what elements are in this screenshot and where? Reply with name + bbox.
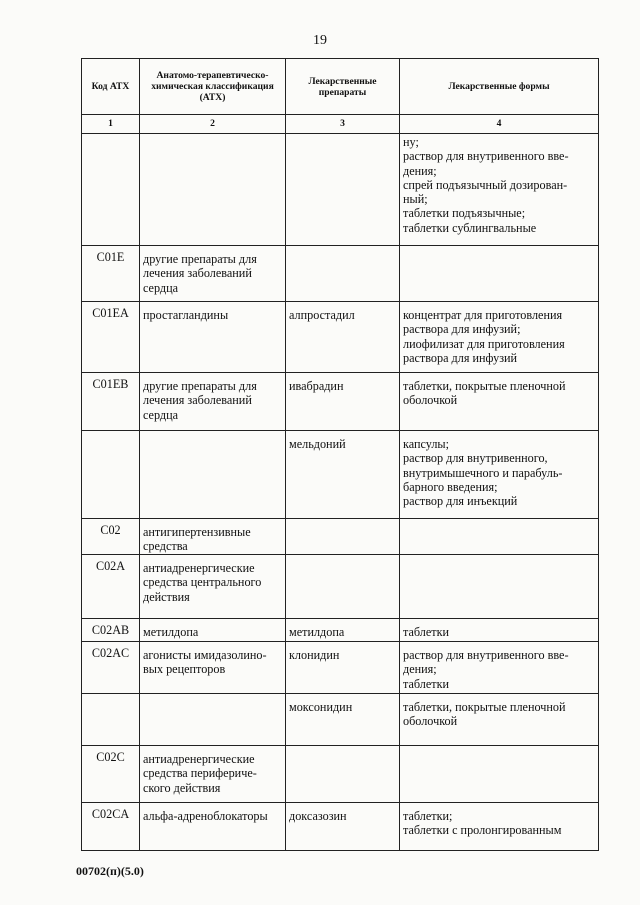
drug-cell: моксонидин	[286, 694, 400, 746]
dosage-forms-cell	[400, 519, 599, 555]
dosage-forms-cell	[400, 431, 599, 519]
dosage-forms-cell	[400, 642, 599, 694]
dosage-form-line: таблетки	[403, 625, 450, 639]
drug-cell	[286, 134, 400, 246]
atc-code-cell: C01EB	[82, 373, 140, 431]
atc-code-cell: C02A	[82, 555, 140, 619]
dosage-forms-cell	[400, 803, 599, 851]
dosage-forms-cell	[400, 619, 599, 642]
atc-classification-line: действия	[143, 589, 190, 604]
drug-cell: метилдопа	[286, 619, 400, 642]
dosage-form-line: раствора для инфузий	[403, 350, 518, 365]
table-header-row	[82, 59, 599, 115]
table-row	[82, 803, 599, 851]
column-number: 4	[400, 115, 599, 134]
drug-cell	[286, 519, 400, 555]
column-number: 2	[140, 115, 286, 134]
atc-classification-line: средства перифериче-	[143, 766, 257, 781]
atc-classification-cell	[140, 746, 286, 803]
table-row	[82, 373, 599, 431]
atc-classification-line: альфа-адреноблокаторы	[143, 809, 268, 823]
dosage-forms-cell	[400, 302, 599, 373]
dosage-forms-cell	[400, 694, 599, 746]
atc-classification-line: простагландины	[143, 308, 229, 322]
table-body	[82, 134, 599, 851]
drug-cell: клонидин	[286, 642, 400, 694]
dosage-form-line: внутримышечного и парабуль-	[403, 465, 563, 480]
header-atc-classification: Анатомо-терапевтическо-химическая классификация (АТХ)	[140, 59, 286, 115]
table-row	[82, 302, 599, 373]
atc-code-cell: C01E	[82, 246, 140, 302]
dosage-form-line: барного введения;	[403, 479, 498, 494]
dosage-form-line: спрей подъязычный дозирован-	[403, 177, 568, 192]
atc-classification-cell	[140, 431, 286, 519]
atc-classification-cell	[140, 373, 286, 431]
drug-cell	[286, 555, 400, 619]
atc-classification-cell	[140, 555, 286, 619]
dosage-forms-cell	[400, 246, 599, 302]
column-number: 3	[286, 115, 400, 134]
atc-code-cell: C02CA	[82, 803, 140, 851]
atc-classification-line: вых рецепторов	[143, 662, 226, 677]
atc-code-cell	[82, 134, 140, 246]
dosage-form-line: концентрат для приготовления	[403, 308, 563, 322]
dosage-forms-cell	[400, 746, 599, 803]
dosage-form-line: ный;	[403, 192, 428, 207]
atc-classification-line: сердца	[143, 280, 179, 295]
atc-classification-cell	[140, 619, 286, 642]
table-row	[82, 519, 599, 555]
atc-code-cell: C02AC	[82, 642, 140, 694]
atc-code-cell: C02	[82, 519, 140, 555]
drug-cell	[286, 246, 400, 302]
atc-classification-cell	[140, 803, 286, 851]
dosage-form-line: таблетки;	[403, 809, 453, 823]
dosage-form-line: ну;	[403, 135, 419, 149]
dosage-form-line: таблетки сублингвальные	[403, 220, 537, 235]
dosage-form-line: таблетки	[403, 676, 450, 691]
dosage-form-line: таблетки подъязычные;	[403, 206, 526, 221]
column-number-row	[82, 115, 599, 134]
atc-classification-line: антигипертензивные	[143, 525, 251, 539]
dosage-form-line: таблетки с пролонгированным	[403, 823, 562, 838]
table-row	[82, 431, 599, 519]
dosage-form-line: раствор для внутривенного,	[403, 451, 548, 466]
header-drugs: Лекарственные препараты	[286, 59, 400, 115]
dosage-form-line: оболочкой	[403, 393, 458, 408]
drug-cell: ивабрадин	[286, 373, 400, 431]
column-number: 1	[82, 115, 140, 134]
atc-code-cell: C01EA	[82, 302, 140, 373]
dosage-form-line: раствор для внутривенного вве-	[403, 149, 569, 164]
dosage-forms-cell	[400, 134, 599, 246]
atc-classification-cell	[140, 519, 286, 555]
atc-classification-line: метилдопа	[143, 625, 199, 639]
atc-classification-cell	[140, 134, 286, 246]
atc-classification-line: средства	[143, 539, 188, 554]
atc-classification-line: другие препараты для	[143, 252, 257, 266]
atc-classification-cell	[140, 302, 286, 373]
atc-classification-line: антиадренергические	[143, 752, 255, 766]
dosage-form-line: таблетки, покрытые пленочной	[403, 379, 566, 393]
dosage-form-line: раствора для инфузий;	[403, 322, 521, 337]
dosage-forms-cell	[400, 373, 599, 431]
table-row	[82, 746, 599, 803]
table-row	[82, 642, 599, 694]
atc-classification-line: другие препараты для	[143, 379, 257, 393]
atc-code-cell: C02AB	[82, 619, 140, 642]
table-row	[82, 134, 599, 246]
dosage-forms-cell	[400, 555, 599, 619]
atc-classification-line: лечения заболеваний	[143, 266, 252, 281]
table-row	[82, 555, 599, 619]
atc-code-cell: C02C	[82, 746, 140, 803]
atc-classification-line: сердца	[143, 407, 179, 422]
drug-cell: мельдоний	[286, 431, 400, 519]
atc-classification-line: средства центрального	[143, 575, 262, 590]
dosage-form-line: дения;	[403, 662, 437, 677]
atc-classification-line: лечения заболеваний	[143, 393, 252, 408]
page-number: 19	[313, 33, 327, 48]
atc-classification-cell	[140, 246, 286, 302]
table-row	[82, 694, 599, 746]
atc-classification-cell	[140, 694, 286, 746]
dosage-form-line: раствор для внутривенного вве-	[403, 648, 569, 662]
table-row	[82, 619, 599, 642]
dosage-form-line: капсулы;	[403, 437, 449, 451]
dosage-form-line: раствор для инъекций	[403, 494, 518, 509]
table-row	[82, 246, 599, 302]
drug-classification-table	[81, 58, 599, 851]
dosage-form-line: оболочкой	[403, 714, 458, 729]
header-dosage-forms: Лекарственные формы	[400, 59, 599, 115]
drug-cell: доксазозин	[286, 803, 400, 851]
atc-code-cell	[82, 431, 140, 519]
drug-cell: алпростадил	[286, 302, 400, 373]
drug-cell	[286, 746, 400, 803]
dosage-form-line: дения;	[403, 163, 437, 178]
dosage-form-line: лиофилизат для приготовления	[403, 336, 565, 351]
footer-document-code: 00702(п)(5.0)	[76, 864, 144, 878]
dosage-form-line: таблетки, покрытые пленочной	[403, 700, 566, 714]
header-atc-code: Код АТХ	[82, 59, 140, 115]
atc-classification-line: агонисты имидазолино-	[143, 648, 267, 662]
atc-classification-cell	[140, 642, 286, 694]
atc-classification-line: антиадренергические	[143, 561, 255, 575]
atc-classification-line: ского действия	[143, 780, 221, 795]
atc-code-cell	[82, 694, 140, 746]
